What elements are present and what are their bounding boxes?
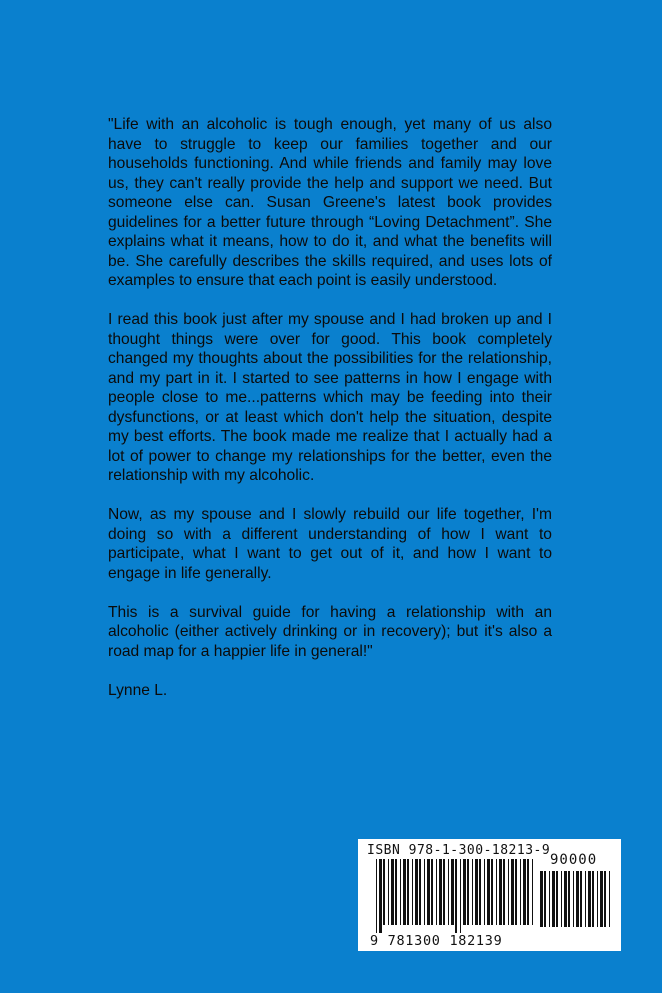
- ean-digits: 9 781300 182139: [370, 933, 503, 949]
- blurb-paragraph-2: I read this book just after my spouse and I had broken up and I thought things were over for good. This book completely changed my thoughts about the possibilities for the relationship, and my part in it. I started to see patterns in how I engage with people close to me...patterns which may be feeding into their dysfunctions, or at least which don't help the situation, despite my best efforts. The book made me realize that I actually had a lot of power to change my relationships for the better, even the relationship with my alcoholic.: [108, 311, 552, 484]
- price-addon-barcode: [540, 871, 612, 935]
- blurb-paragraph-4: This is a survival guide for having a relationship with an alcoholic (either actively drinking or in recovery); but it's also a road map for a happier life in general!": [108, 603, 552, 660]
- blurb-paragraph-1: "Life with an alcoholic is tough enough, yet many of us also have to struggle to keep our families together and our households functioning. And while friends and family may love us, they can't really provide the help and support we need. But someone else can. Susan Greene's latest book provides guidelines for a better future through “Loving Detachment”. She explains what it means, how to do it, and what the benefits will be. She carefully describes the skills required, and uses lots of examples to ensure that each point is easily understood.: [108, 116, 552, 289]
- reviewer-signature: Lynne L.: [108, 681, 168, 699]
- price-code: 90000: [550, 852, 598, 868]
- blurb-text: [108, 115, 552, 720]
- blurb-paragraph-3: Now, as my spouse and I slowly rebuild our life together, I'm doing so with a different understanding of how I want to participate, what I want to get out of it, and how I want to engage in life generally.: [108, 506, 552, 582]
- barcode-panel: [358, 839, 621, 951]
- ean-barcode: [376, 859, 536, 933]
- isbn-label: ISBN 978-1-300-18213-9: [367, 843, 551, 858]
